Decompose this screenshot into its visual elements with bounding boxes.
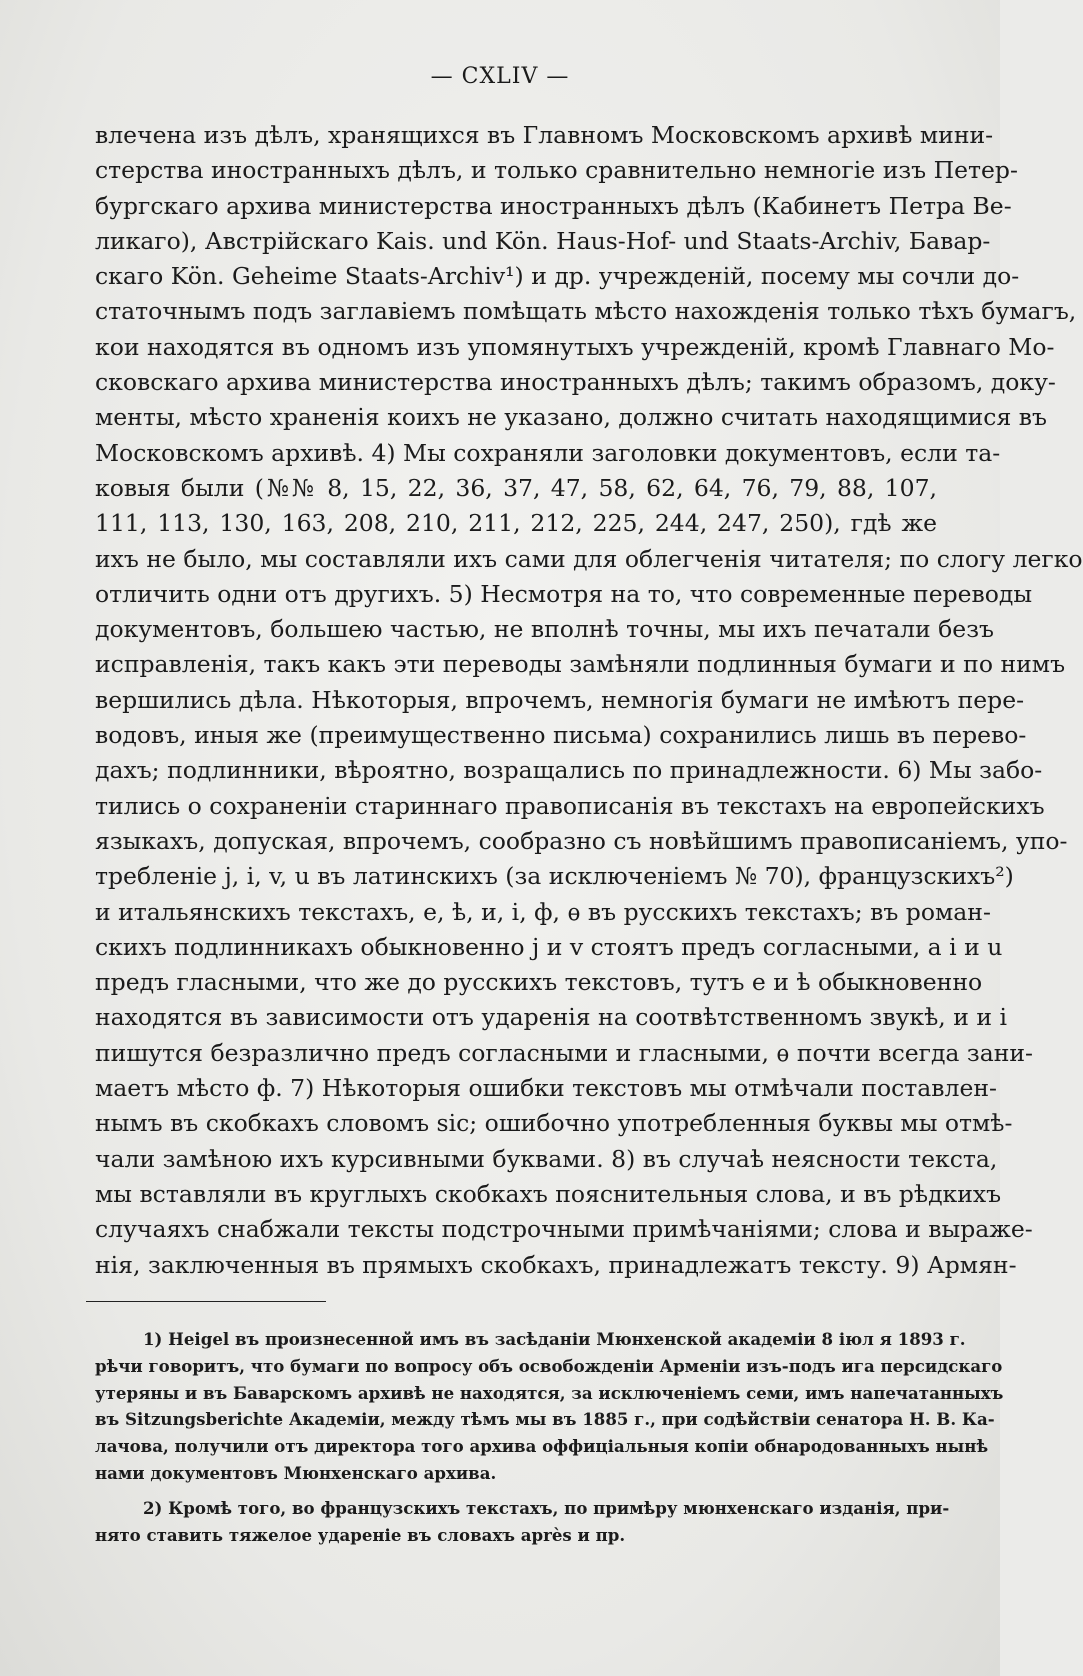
text-line: предъ гласными, что же до русскихъ текстовъ, тутъ е и ѣ обыкновенно (95, 968, 983, 997)
text-line: кои находятся въ одномъ изъ упомянутыхъ учрежденій, кромѣ Главнаго Мо- (95, 332, 1055, 361)
text-line: скаго Kön. Geheime Staats-Archiv¹) и др. учрежденій, посему мы сочли до- (95, 262, 1020, 291)
text-line: статочнымъ подъ заглавіемъ помѣщать мѣсто нахожденія только тѣхъ бумагъ, (95, 297, 1077, 326)
text-line: случаяхъ снабжали тексты подстрочными примѣчаніями; слова и выраже- (95, 1215, 1033, 1244)
text-line: бургскаго архива министерства иностранныхъ дѣлъ (Кабинетъ Петра Ве- (95, 191, 1012, 220)
footnote-line: лачова, получили отъ директора того архива оффиціальныя копіи обнародованныхъ нынѣ (95, 1436, 989, 1457)
text-line: сковскаго архива министерства иностранныхъ дѣлъ; такимъ образомъ, доку- (95, 368, 1056, 397)
text-line: 111, 113, 130, 163, 208, 210, 211, 212, 225, 244, 247, 250), гдѣ же (95, 509, 937, 538)
text-line: ихъ не было, мы составляли ихъ сами для облегченія читателя; по слогу легко (95, 544, 1083, 573)
text-line: стерства иностранныхъ дѣлъ, и только сравнительно немногіе изъ Петер- (95, 156, 1018, 185)
text-line: ликаго), Австрійскаго Kais. und Kön. Haus-Hof- und Staats-Archiv, Бавар- (95, 226, 991, 255)
footnote-line: нято ставить тяжелое удареніе въ словахъ après и пр. (95, 1524, 626, 1545)
text-line: вершились дѣла. Нѣкоторыя, впрочемъ, немногія бумаги не имѣютъ пере- (95, 685, 1025, 714)
text-line: скихъ подлинникахъ обыкновенно j и v стоятъ предъ согласными, а i и u (95, 932, 1003, 961)
text-line: влечена изъ дѣлъ, хранящихся въ Главномъ Московскомъ архивѣ мини- (95, 121, 994, 149)
footnote-separator (86, 1301, 326, 1302)
text-line: дахъ; подлинники, вѣроятно, возращались по принадлежности. 6) Мы забо- (95, 756, 1043, 785)
text-line: исправленія, такъ какъ эти переводы замѣняли подлинныя бумаги и по нимъ (95, 650, 1066, 679)
text-line: ковыя были (№№ 8, 15, 22, 36, 37, 47, 58, 62, 64, 76, 79, 88, 107, (95, 473, 937, 502)
text-line: чали замѣною ихъ курсивными буквами. 8) въ случаѣ неясности текста, (95, 1144, 998, 1173)
text-line: Московскомъ архивѣ. 4) Мы сохраняли заголовки документовъ, если та- (95, 438, 1001, 467)
page-number: — CXLIV — (430, 64, 570, 89)
main-text (95, 118, 1083, 1283)
footnote-line: рѣчи говоритъ, что бумаги по вопросу объ освобожденіи Арменіи изъ-подъ ига персидскаго (95, 1355, 1003, 1376)
text-line: пишутся безразлично предъ согласными и гласными, ѳ почти всегда зани- (95, 1038, 1033, 1067)
text-line: языкахъ, допуская, впрочемъ, сообразно съ новѣйшимъ правописаніемъ, упо- (95, 826, 1068, 855)
text-line: тились о сохраненіи стариннаго правописанія въ текстахъ на европейскихъ (95, 791, 1045, 820)
footnote-line: 2) Кромѣ того, во французскихъ текстахъ, по примѣру мюнхенскаго изданія, при- (143, 1497, 950, 1518)
text-line: менты, мѣсто храненія коихъ не указано, должно считать находящимися въ (95, 403, 1047, 432)
text-line: нія, заключенныя въ прямыхъ скобкахъ, принадлежатъ тексту. 9) Армян- (95, 1250, 1017, 1279)
footnotes (95, 1326, 1004, 1548)
text-line: нымъ въ скобкахъ словомъ sic; ошибочно употребленныя буквы мы отмѣ- (95, 1109, 1013, 1138)
text-line: требленіе j, i, v, u въ латинскихъ (за исключеніемъ № 70), французскихъ²) (95, 862, 1014, 891)
text-line: маетъ мѣсто ф. 7) Нѣкоторыя ошибки текстовъ мы отмѣчали поставлен- (95, 1074, 997, 1103)
text-line: водовъ, иныя же (преимущественно письма) сохранились лишь въ перево- (95, 721, 1027, 750)
text-line: находятся въ зависимости отъ ударенія на соотвѣтственномъ звукѣ, и и і (95, 1003, 1007, 1032)
text-line: документовъ, большею частью, не вполнѣ точны, мы ихъ печатали безъ (95, 615, 994, 644)
footnote-line: 1) Heigel въ произнесенной имъ въ засѣданіи Мюнхенской академіи 8 іюл я 1893 г. (143, 1329, 966, 1349)
text-line: мы вставляли въ круглыхъ скобкахъ пояснительныя слова, и въ рѣдкихъ (95, 1179, 1002, 1208)
footnote-line: нами документовъ Мюнхенскаго архива. (95, 1462, 497, 1483)
footnote-line: утеряны и въ Баварскомъ архивѣ не находятся, за исключеніемъ семи, имъ напечатанныхъ (95, 1382, 1004, 1403)
text-line: отличить одни отъ другихъ. 5) Несмотря на то, что современные переводы (95, 579, 1033, 608)
footnote-line: въ Sitzungsberichte Академіи, между тѣмъ мы въ 1885 г., при содѣйствіи сенатора Н. В. Ка- (95, 1409, 995, 1430)
text-line: и итальянскихъ текстахъ, е, ѣ, и, і, ф, ѳ въ русскихъ текстахъ; въ роман- (95, 897, 991, 926)
